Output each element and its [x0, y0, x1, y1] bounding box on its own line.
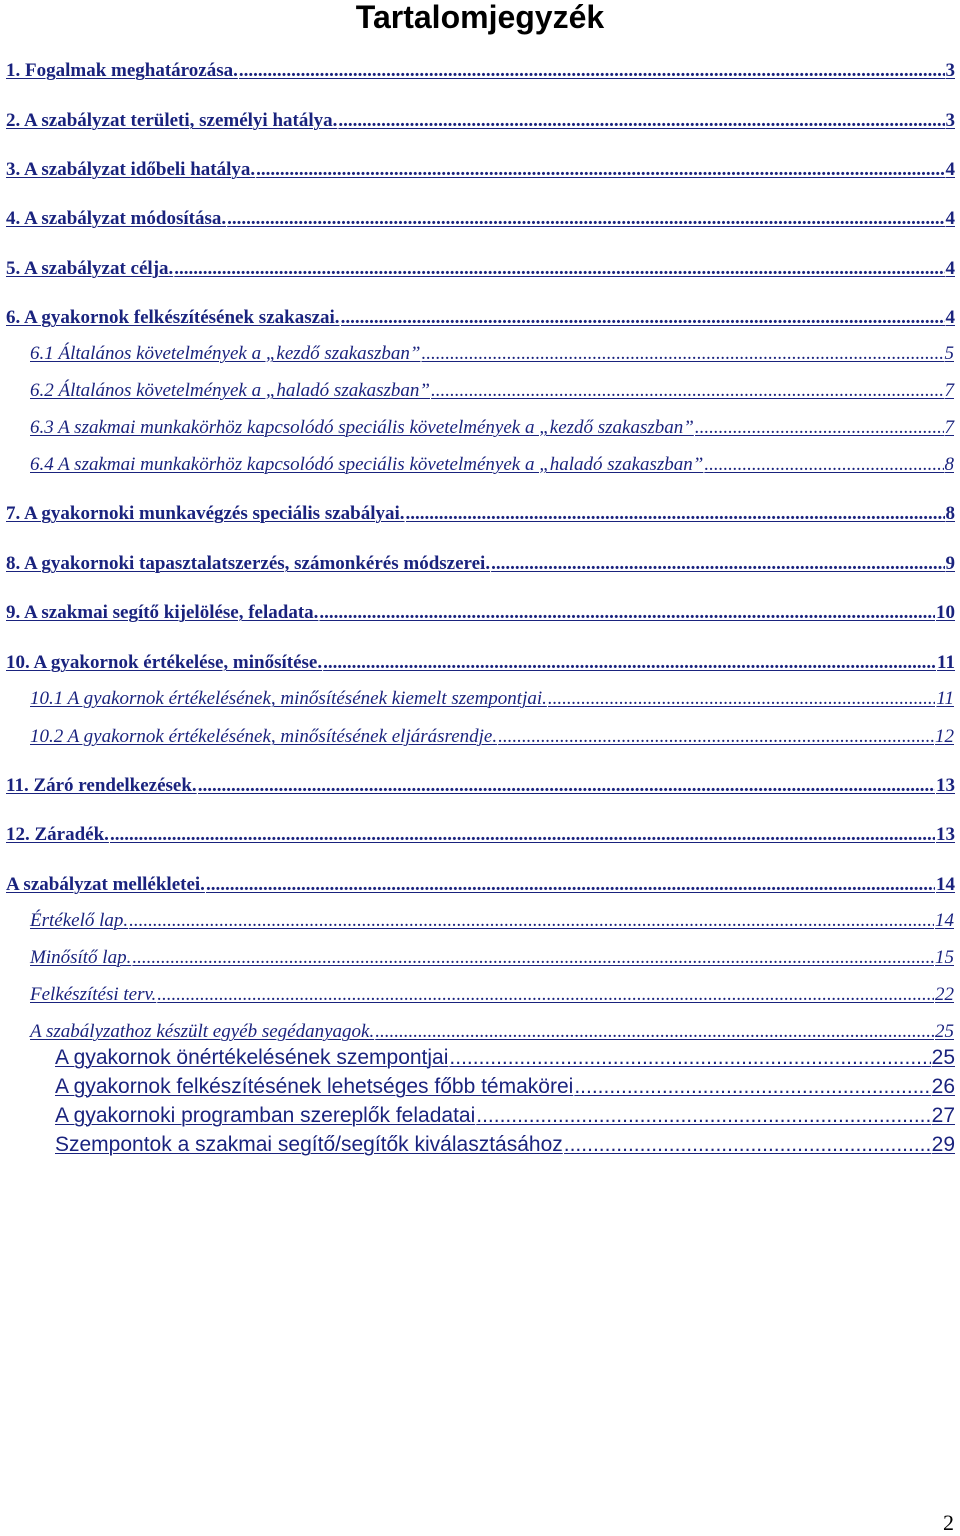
toc-entry-page: 25 [935, 1021, 954, 1042]
toc-entry-page: 11 [936, 688, 954, 709]
toc-entry-label: 12. Záradék. [6, 824, 109, 845]
toc-entry-page: 13 [936, 775, 955, 796]
dot-leader [341, 307, 945, 329]
toc-entry-label: 6.2 Általános követelmények a „haladó szakaszban” [30, 380, 431, 401]
toc-entry-label: 7. A gyakornoki munkavégzés speciális szabályai. [6, 503, 405, 524]
dot-leader [695, 417, 944, 439]
toc-entry-page: 13 [936, 824, 955, 845]
toc-entry-page: 14 [935, 910, 954, 931]
dot-leader [564, 1133, 931, 1157]
dot-leader [498, 726, 934, 748]
toc-entry-2[interactable] [6, 110, 955, 136]
dot-leader [174, 258, 944, 280]
toc-entry-participant-tasks[interactable] [55, 1104, 955, 1132]
toc-entry-page: 26 [931, 1075, 955, 1098]
toc-entry-label: Értékelő lap. [30, 910, 129, 931]
toc-entry-page: 11 [937, 652, 955, 673]
dot-leader [548, 688, 936, 710]
toc-entry-label: Szempontok a szakmai segítő/segítők kiválasztásához [55, 1133, 563, 1156]
dot-leader [239, 60, 945, 82]
toc-entry-label: A gyakornok felkészítésének lehetséges főbb témakörei [55, 1075, 574, 1098]
dot-leader [574, 1075, 930, 1099]
toc-entry-page: 4 [945, 159, 955, 180]
toc-entry-6-4[interactable] [30, 454, 954, 480]
toc-entry-page: 9 [945, 553, 955, 574]
toc-entry-topics[interactable] [55, 1075, 955, 1103]
page-number: 2 [943, 1510, 954, 1535]
toc-entry-page: 5 [944, 343, 954, 364]
toc-entry-6-1[interactable] [30, 343, 954, 369]
toc-entry-6-2[interactable] [30, 380, 954, 406]
toc-entry-label: 10. A gyakornok értékelése, minősítése. [6, 652, 323, 673]
toc-entry-11[interactable] [6, 775, 955, 801]
toc-entry-label: Felkészítési terv. [30, 984, 157, 1005]
toc-entry-label: 10.2 A gyakornok értékelésének, minősítésének eljárásrendje. [30, 726, 498, 747]
toc-entry-preparation-plan[interactable] [30, 984, 954, 1010]
dot-leader [157, 984, 934, 1006]
toc-entry-page: 25 [931, 1046, 955, 1069]
dot-leader [110, 824, 935, 846]
toc-entry-label: 6.3 A szakmai munkakörhöz kapcsolódó speciális követelmények a „kezdő szakaszban” [30, 417, 694, 438]
dot-leader [375, 1021, 934, 1043]
toc-entry-12[interactable] [6, 824, 955, 850]
toc-entry-3[interactable] [6, 159, 955, 185]
dot-leader [198, 775, 935, 797]
toc-entry-evaluation-sheet[interactable] [30, 910, 954, 936]
toc-entry-page: 29 [931, 1133, 955, 1156]
toc-entry-5[interactable] [6, 258, 955, 284]
toc-entry-label: 5. A szabályzat célja. [6, 258, 174, 279]
toc-entry-6[interactable] [6, 307, 955, 333]
toc-entry-10-1[interactable] [30, 688, 954, 714]
dot-leader [476, 1104, 930, 1128]
toc-entry-6-3[interactable] [30, 417, 954, 443]
toc-entry-10-2[interactable] [30, 726, 954, 752]
toc-entry-label: 3. A szabályzat időbeli hatálya. [6, 159, 256, 180]
dot-leader [319, 602, 935, 624]
toc-entry-label: 10.1 A gyakornok értékelésének, minősítésének kiemelt szempontjai. [30, 688, 547, 709]
dot-leader [338, 110, 944, 132]
toc-entry-qualification-sheet[interactable] [30, 947, 954, 973]
dot-leader [406, 503, 945, 525]
dot-leader [421, 343, 943, 365]
toc-entry-10[interactable] [6, 652, 955, 678]
toc-entry-page: 8 [945, 503, 955, 524]
toc-entry-label: 6.1 Általános követelmények a „kezdő szakaszban” [30, 343, 421, 364]
toc-entry-label: 1. Fogalmak meghatározása. [6, 60, 238, 81]
toc-entry-4[interactable] [6, 208, 955, 234]
toc-entry-page: 27 [931, 1104, 955, 1127]
toc-entry-page: 7 [944, 417, 954, 438]
toc-entry-self-assessment[interactable] [55, 1046, 955, 1074]
toc-entry-label: 2. A szabályzat területi, személyi hatálya. [6, 110, 338, 131]
toc-entry-page: 8 [944, 454, 954, 475]
toc-entry-other-materials[interactable] [30, 1021, 954, 1047]
toc-entry-page: 4 [945, 208, 955, 229]
toc-entry-9[interactable] [6, 602, 955, 628]
toc-entry-label: A szabályzathoz készült egyéb segédanyagok. [30, 1021, 375, 1042]
toc-entry-label: A gyakornok önértékelésének szempontjai [55, 1046, 449, 1069]
dot-leader [704, 454, 943, 476]
toc-entry-label: 9. A szakmai segítő kijelölése, feladata. [6, 602, 319, 623]
dot-leader [227, 208, 944, 230]
toc-entry-label: 11. Záró rendelkezések. [6, 775, 197, 796]
toc-entry-page: 3 [945, 110, 955, 131]
toc-entry-page: 22 [935, 984, 954, 1005]
toc-entry-page: 3 [945, 60, 955, 81]
toc-entry-page: 12 [935, 726, 954, 747]
toc-entry-label: Minősítő lap. [30, 947, 132, 968]
toc-entry-page: 4 [945, 307, 955, 328]
toc-entry-label: A gyakornoki programban szereplők feladatai [55, 1104, 476, 1127]
toc-entry-label: 8. A gyakornoki tapasztalatszerzés, számonkérés módszerei. [6, 553, 491, 574]
toc-entry-8[interactable] [6, 553, 955, 579]
toc-entry-label: 6.4 A szakmai munkakörhöz kapcsolódó speciális követelmények a „haladó szakaszban” [30, 454, 704, 475]
toc-entry-label: A szabályzat mellékletei. [6, 874, 205, 895]
toc-entry-page: 7 [944, 380, 954, 401]
toc-entry-label: 4. A szabályzat módosítása. [6, 208, 227, 229]
dot-leader [449, 1046, 930, 1070]
dot-leader [491, 553, 944, 575]
toc-entry-mentor-selection[interactable] [55, 1133, 955, 1161]
toc-entry-page: 14 [936, 874, 955, 895]
toc-entry-page: 15 [935, 947, 954, 968]
dot-leader [431, 380, 943, 402]
toc-entry-page: 4 [945, 258, 955, 279]
page-title: Tartalomjegyzék [355, 0, 605, 35]
toc-entry-1[interactable] [6, 60, 955, 86]
dot-leader [256, 159, 944, 181]
dot-leader [129, 910, 934, 932]
toc-entry-label: 6. A gyakornok felkészítésének szakaszai. [6, 307, 340, 328]
dot-leader [323, 652, 936, 674]
toc-entry-attachments[interactable] [6, 874, 955, 900]
dot-leader [132, 947, 934, 969]
toc-entry-page: 10 [936, 602, 955, 623]
dot-leader [206, 874, 935, 896]
toc-entry-7[interactable] [6, 503, 955, 529]
